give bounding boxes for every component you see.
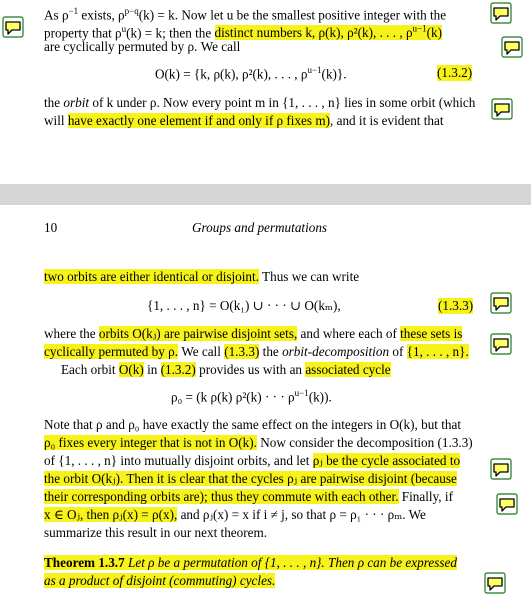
text-line: the orbit of k under ρ. Now every point m in {1, . . . , n} lies in some orbit (which [44, 95, 476, 110]
text-line [44, 471, 457, 487]
equation-number[interactable]: (1.3.2) [437, 65, 473, 80]
highlight[interactable]: {1, . . . , n}. [406, 344, 469, 359]
highlight[interactable]: the orbit O(kⱼ). Then it is clear that the cycles ρⱼ are pairwise disjoint (because [44, 471, 457, 486]
comment-note-icon[interactable] [496, 493, 518, 515]
comment-note-icon[interactable] [2, 16, 24, 38]
comment-note-icon[interactable] [490, 292, 512, 314]
comment-note-icon[interactable] [491, 98, 513, 120]
highlight[interactable]: O(k) [118, 362, 144, 377]
equation: O(k) = {k, ρ(k), ρ²(k), . . . , $\rho^{u-1}(k)$}. [155, 65, 347, 82]
page-top [35, 0, 491, 184]
text-line: where the orbits O(kⱼ) are pairwise disjoint sets, and where each of these sets is [44, 326, 463, 341]
text-line: property that $\rho^u(k) = k$; then the distinct numbers k, ρ(k), ρ²(k), . . . , $\rho^{u-1}(k)$ [44, 24, 443, 41]
comment-note-icon[interactable] [490, 333, 512, 355]
equation: {1, . . . , n} = O(k₁) ∪ · · · ∪ O(kₘ), [147, 298, 341, 313]
running-head: Groups and permutations [192, 220, 328, 235]
equation-number[interactable]: (1.3.3) [438, 298, 474, 313]
text-line: Note that ρ and ρ₀ have exactly the same effect on the integers in O(k), but that [44, 417, 462, 432]
highlight[interactable]: their corresponding orbits are); thus they commute with each other. [44, 489, 399, 504]
highlight[interactable]: Theorem 1.3.7 Let ρ be a permutation of {1, . . . , n}. Then ρ can be expressed [44, 555, 457, 570]
text-line: cyclically permuted by ρ. We call (1.3.3) the orbit-decomposition of {1, . . . , n}. [44, 344, 469, 359]
highlight[interactable]: cyclically permuted by ρ. [44, 344, 179, 359]
highlight[interactable]: have exactly one element if and only if ρ fixes m) [67, 113, 330, 128]
text-line: ρ₀ fixes every integer that is not in O(k). Now consider the decomposition (1.3.3) [44, 435, 473, 450]
equation: ρ₀ = (k ρ(k) ρ²(k) · · · $\rho^{u-1}(k)$). [171, 388, 332, 405]
page-number: 10 [44, 220, 58, 235]
comment-note-icon[interactable] [501, 36, 523, 58]
highlight[interactable]: ρⱼ be the cycle associated to [312, 453, 461, 468]
text-line: their corresponding orbits are); thus they commute with each other. Finally, if [44, 489, 453, 504]
highlight[interactable]: (1.3.2) [160, 362, 196, 377]
text-line: will have exactly one element if and only if ρ fixes m), and it is evident that [44, 113, 444, 128]
page-gap [0, 184, 531, 205]
text-line: of {1, . . . , n} into mutually disjoint orbits, and let ρⱼ be the cycle associated to [44, 453, 461, 468]
highlight[interactable]: associated cycle [305, 362, 391, 377]
highlight[interactable]: x ∈ Oⱼ, then ρⱼ(x) = ρ(x), [44, 507, 178, 522]
text-line: summarize this result in our next theorem. [44, 525, 268, 540]
theorem-line [44, 573, 275, 589]
highlight[interactable]: distinct numbers k, ρ(k), ρ²(k), . . . , $\rho^{u-1}(k)$ [214, 24, 443, 41]
text-line: Each orbit O(k) in (1.3.2) provides us with an associated cycle [61, 362, 391, 377]
text-line: are cyclically permuted by ρ. We call [44, 39, 241, 54]
text-line: two orbits are either identical or disjoint. Thus we can write [44, 269, 360, 284]
highlight[interactable]: orbits O(kⱼ) are pairwise disjoint sets, [98, 326, 298, 341]
highlight[interactable]: (1.3.3) [224, 344, 260, 359]
highlight[interactable]: as a product of disjoint (commuting) cycles. [44, 573, 276, 588]
text-line: As $\rho^{-1}$ exists, $\rho^{p-q}(k) = k$. Now let u be the smallest positive integer with the [44, 6, 447, 23]
page-bottom [35, 205, 491, 600]
comment-note-icon[interactable] [484, 572, 506, 594]
text-line: x ∈ Oⱼ, then ρⱼ(x) = ρ(x), and ρⱼ(x) = x if i ≠ j, so that ρ = ρ₁ · · · ρₘ. We [44, 507, 426, 522]
highlight[interactable]: these sets is [400, 326, 463, 341]
highlight[interactable]: ρ₀ fixes every integer that is not in O(k). [44, 435, 257, 450]
comment-note-icon[interactable] [490, 458, 512, 480]
comment-note-icon[interactable] [490, 2, 512, 24]
highlight[interactable]: two orbits are either identical or disjoint. [44, 269, 259, 284]
theorem-line [44, 555, 457, 571]
